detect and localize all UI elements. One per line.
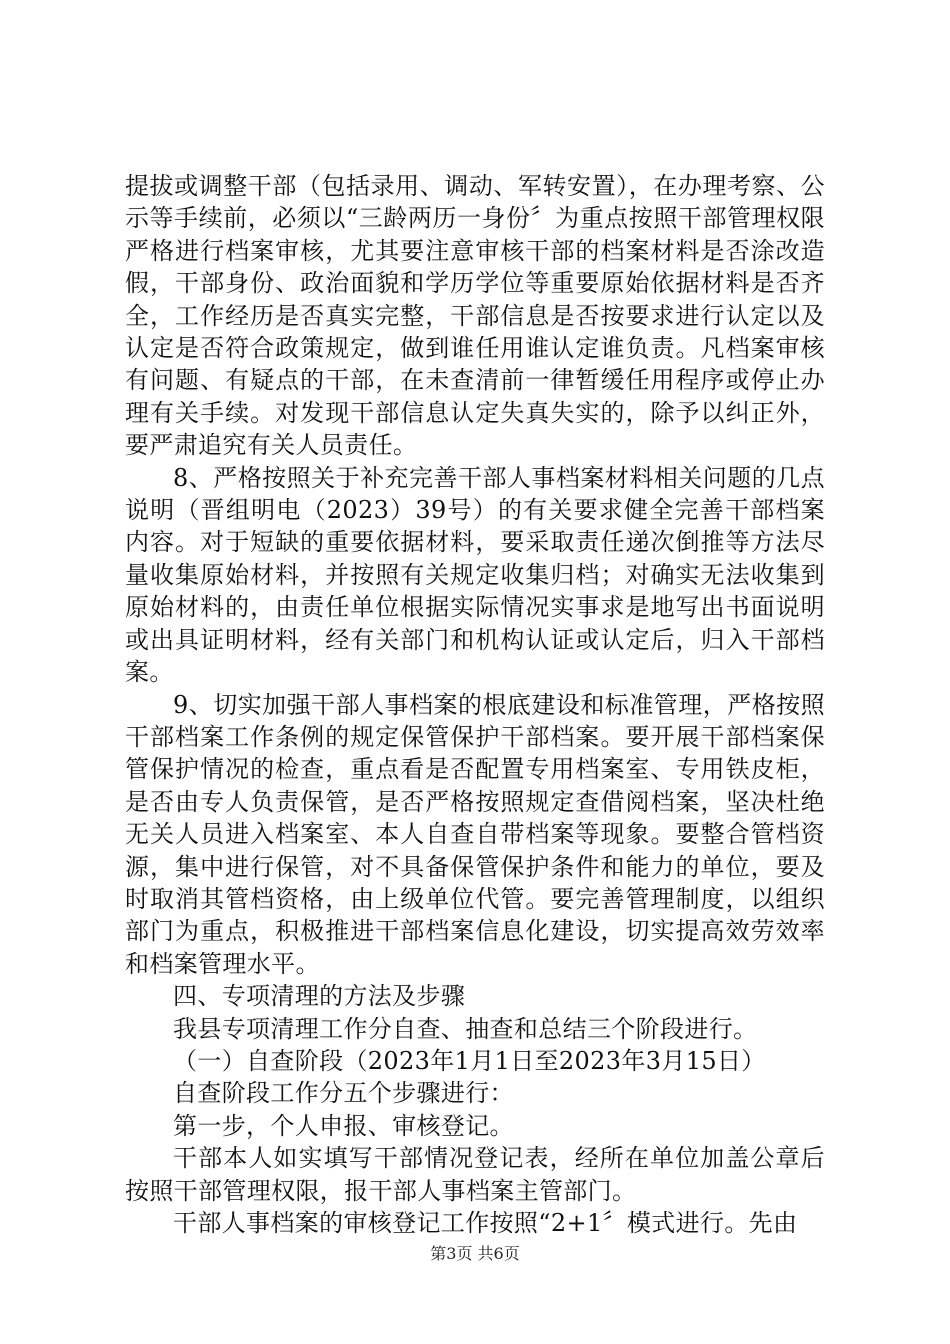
paragraph-three-stages: 我县专项清理工作分自查、抽查和总结三个阶段进行。 [173,1014,758,1043]
section-heading-methods-steps: 四、专项清理的方法及步骤 [173,982,466,1011]
paragraph-item-9: 9、切实加强干部人事档案的根底建设和标准管理，严格按照干部档案工作条例的规定保管保护干部档案。要开展干部档案保管保护情况的检查，重点看是否配置专用档案室、专用铁皮柜，是否由专人负责保管，是否严格按照规定查借阅档案，坚决杜绝无关人员进入档案室、本人自查自带档案等现象。要整合管档资源，集中进行保管，对不具备保管保护条件和能力的单位，要及时取消其管档资格，由上级单位代管。要完善管理制度，以组织部门为重点，积极推进干部档案信息化建设，切实提高效劳效率和档案管理水平。 [125,690,825,978]
paragraph-step-one: 第一步，个人申报、审核登记。 [173,1111,514,1140]
paragraph-cadre-promotion-review: 提拔或调整干部（包括录用、调动、军转安置），在办理考察、公示等手续前，必须以“三龄两历一身份〞为重点按照干部管理权限严格进行档案审核，尤其要注意审核干部的档案材料是否涂改造假，干部身份、政治面貌和学历学位等重要原始依据材料是否齐全，工作经历是否真实完整，干部信息是否按要求进行认定以及认定是否符合政策规定，做到谁任用谁认定谁负责。凡档案审核有问题、有疑点的干部，在未查清前一律暂缓任用程序或停止办理有关手续。对发现干部信息认定失真失实的，除予以纠正外，要严肃追究有关人员责任。 [125,172,825,460]
paragraph-registration-form: 干部本人如实填写干部情况登记表，经所在单位加盖公章后按照干部管理权限，报干部人事档案主管部门。 [125,1144,825,1205]
paragraph-item-8: 8、严格按照关于补充完善干部人事档案材料相关问题的几点说明（晋组明电（2023）39号）的有关要求健全完善干部档案内容。对于短缺的重要依据材料，要采取责任递次倒推等方法尽量收集原始材料，并按照有关规定收集归档；对确实无法收集到原始材料的，由责任单位根据实际情况实事求是地写出书面说明或出具证明材料，经有关部门和机构认证或认定后，归入干部档案。 [125,463,825,687]
paragraph-five-steps: 自查阶段工作分五个步骤进行： [173,1079,514,1108]
page-number-footer: 第3页 共6页 [430,1244,520,1263]
paragraph-review-model: 干部人事档案的审核登记工作按照“2+1〞模式进行。先由 [173,1209,798,1237]
subheading-self-check-stage: （一）自查阶段（2023年1月1日至2023年3月15日） [173,1046,766,1075]
document-body [125,170,825,1239]
